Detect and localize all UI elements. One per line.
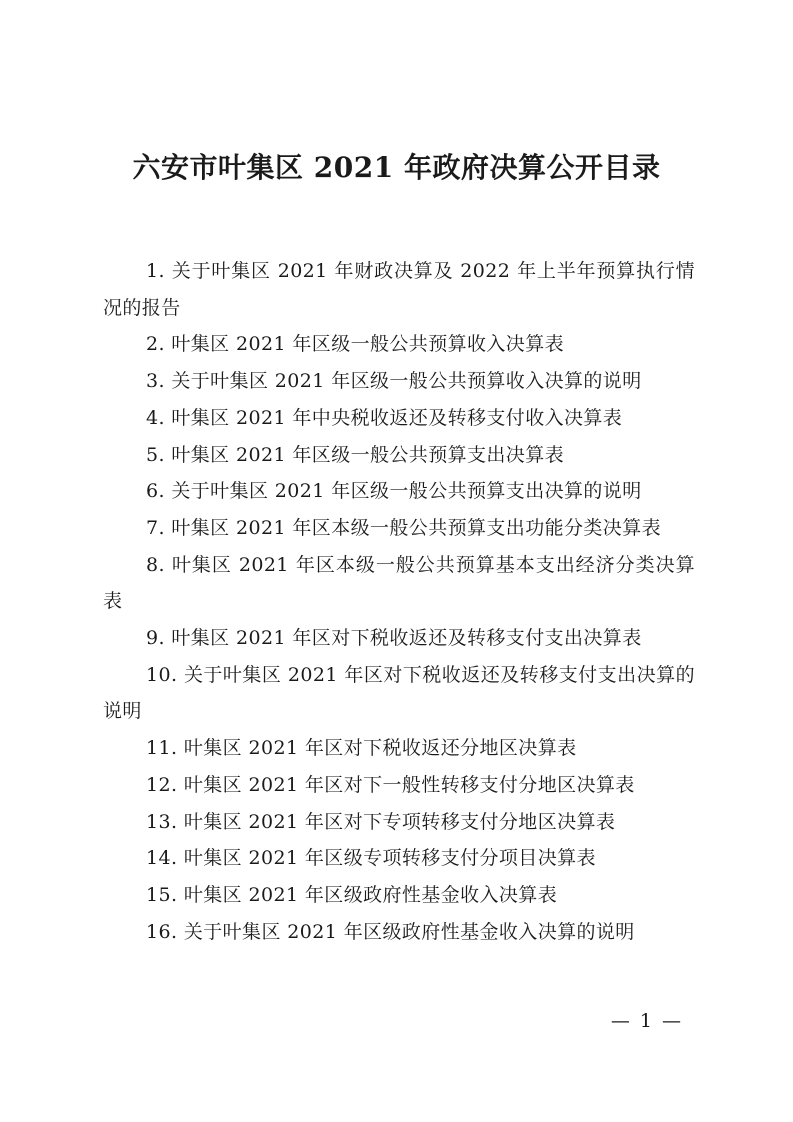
toc-item-2: 2. 叶集区 2021 年区级一般公共预算收入决算表	[146, 333, 565, 356]
toc-item-14: 14. 叶集区 2021 年区级专项转移支付分项目决算表	[146, 847, 596, 870]
toc-item-13: 13. 叶集区 2021 年区对下专项转移支付分地区决算表	[146, 810, 616, 833]
document-title: 六安市叶集区 2021 年政府决算公开目录	[132, 151, 661, 184]
toc-item-8: 8. 叶集区 2021 年区本级一般公共预算基本支出经济分类决算表	[103, 553, 695, 613]
page-number: — 1 —	[610, 1010, 683, 1032]
toc-item-9: 9. 叶集区 2021 年区对下税收返还及转移支付支出决算表	[146, 627, 642, 650]
toc-item-11: 11. 叶集区 2021 年区对下税收返还分地区决算表	[146, 737, 577, 760]
toc-item-4: 4. 叶集区 2021 年中央税收返还及转移支付收入决算表	[146, 406, 623, 429]
toc-item-5: 5. 叶集区 2021 年区级一般公共预算支出决算表	[146, 443, 565, 466]
toc-item-7: 7. 叶集区 2021 年区本级一般公共预算支出功能分类决算表	[146, 516, 662, 539]
table-of-contents	[103, 253, 695, 950]
toc-item-6: 6. 关于叶集区 2021 年区级一般公共预算支出决算的说明	[146, 480, 642, 503]
toc-item-16: 16. 关于叶集区 2021 年区级政府性基金收入决算的说明	[146, 920, 635, 943]
toc-item-15: 15. 叶集区 2021 年区级政府性基金收入决算表	[146, 883, 558, 906]
toc-item-10: 10. 关于叶集区 2021 年区对下税收返还及转移支付支出决算的说明	[103, 663, 695, 723]
toc-item-1: 1. 关于叶集区 2021 年财政决算及 2022 年上半年预算执行情况的报告	[103, 260, 695, 319]
toc-item-12: 12. 叶集区 2021 年区对下一般性转移支付分地区决算表	[146, 773, 635, 796]
toc-item-3: 3. 关于叶集区 2021 年区级一般公共预算收入决算的说明	[146, 370, 642, 393]
